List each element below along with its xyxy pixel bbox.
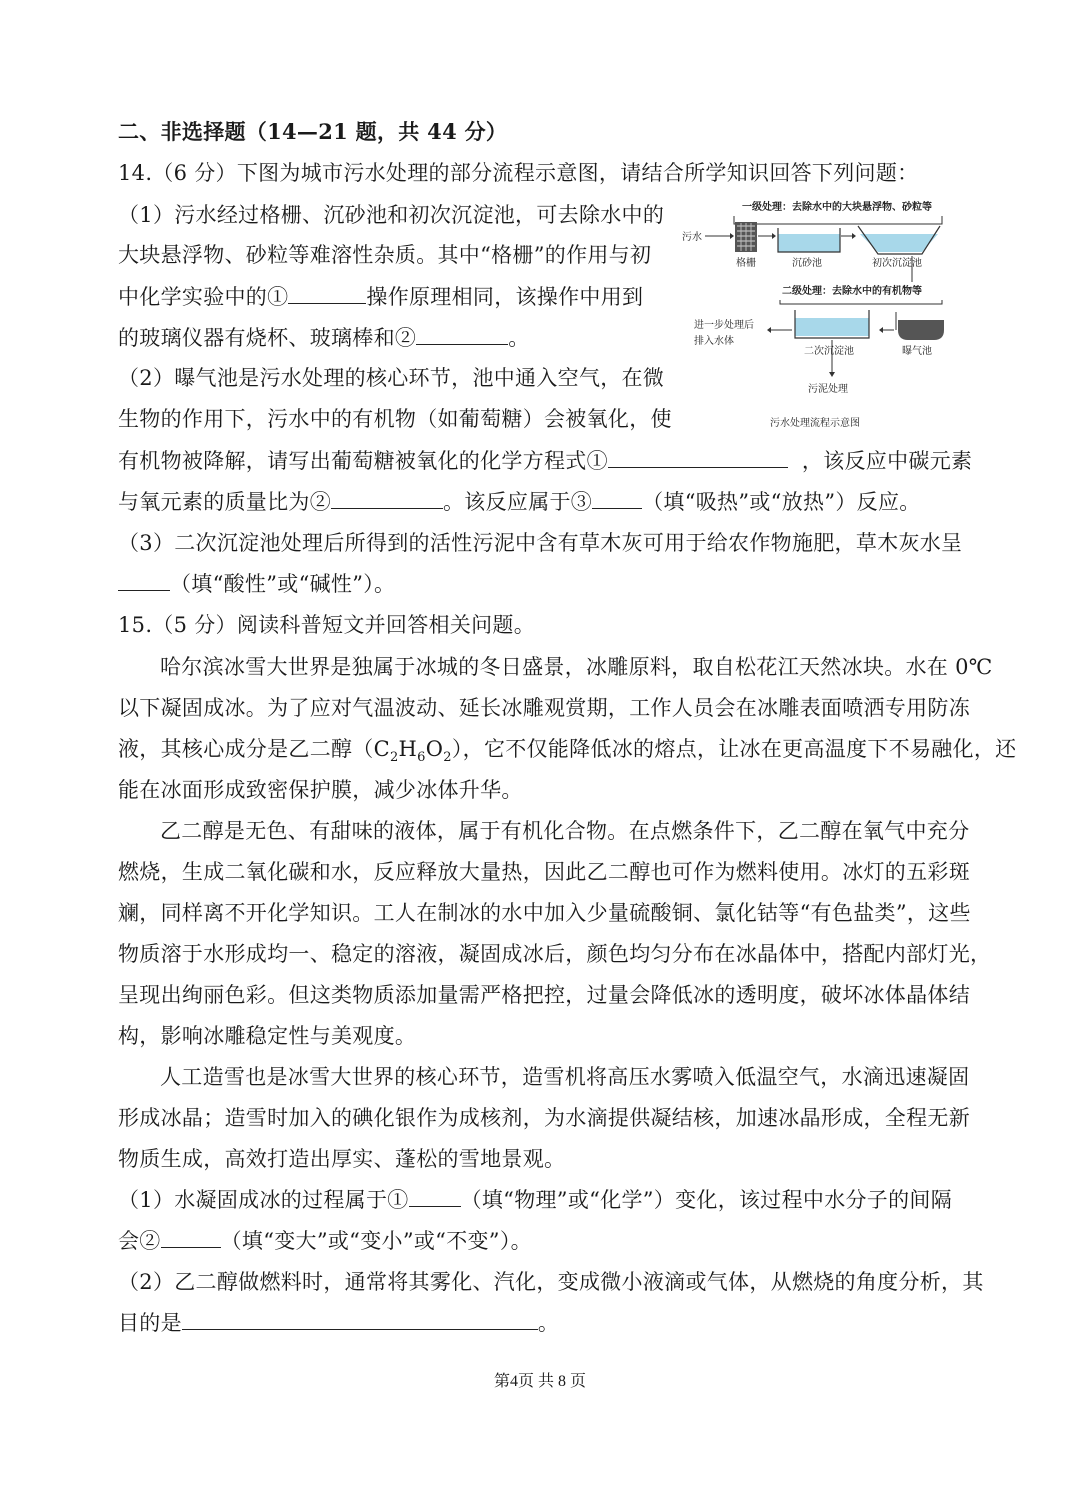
q15-para2-line4: 物质溶于水形成均一、稳定的溶液，凝固成冰后，颜色均匀分布在冰晶体中，搭配内部灯光， (118, 942, 992, 966)
diagram-caption: 污水处理流程示意图 (770, 418, 860, 429)
q15-stem: 15.（5 分）阅读科普短文并回答相关问题。 (118, 613, 536, 637)
diagram-sewage-label: 污水 (682, 232, 702, 243)
q14-p1-line3-b: 操作原理相同，该操作中用到 (366, 285, 644, 309)
diagram-aeration-tank-label: 曝气池 (902, 346, 932, 357)
page-footer: 第4页 共 8 页 (493, 1373, 586, 1390)
q14-p1-line4-a: 的玻璃仪器有烧杯、玻璃棒和② (118, 326, 417, 350)
q14-p1-line3-a: 中化学实验中的① (118, 285, 289, 309)
q15-para1-line3-b: ），它不仅能降低冰的熔点，让冰在更高温度下不易融化，还 (451, 737, 1017, 761)
sewage-treatment-diagram (672, 196, 972, 436)
q15-sub2-line2-b: 。 (537, 1311, 560, 1335)
q14-p1-line4-b: 。 (508, 326, 530, 350)
q15-sub1-line2-b: （填“变大”或“变小”或“不变”）。 (220, 1229, 532, 1253)
answer-blank-acidity[interactable] (118, 570, 170, 591)
q15-sub2-line1: （2）乙二醇做燃料时，通常将其雾化、汽化，变成微小液滴或气体，从燃烧的角度分析，其 (118, 1270, 984, 1294)
diagram-grit-tank-label: 沉砂池 (792, 258, 822, 269)
q15-sub1-line1-a: （1）水凝固成冰的过程属于① (118, 1188, 409, 1212)
diagram-secondary-tank-label: 二次沉淀池 (804, 346, 854, 357)
answer-blank-purpose[interactable] (182, 1309, 538, 1330)
diagram-further-label-1: 进一步处理后 (694, 320, 754, 331)
q14-p3-line1: （3）二次沉淀池处理后所得到的活性污泥中含有草木灰可用于给农作物施肥，草木灰水呈 (118, 531, 963, 555)
answer-blank-spacing[interactable] (161, 1227, 221, 1248)
secondary-tank-icon (795, 310, 869, 338)
primary-tank-icon (858, 226, 940, 254)
diagram-primary-tank-label: 初次沉淀池 (872, 258, 922, 269)
q14-p2-line3-b: ，该反应中碳元素 (801, 449, 973, 473)
q15-sub1-line1 (118, 1184, 952, 1216)
q14-p3-line2-text: （填“酸性”或“碱性”）。 (170, 572, 396, 596)
q15-para3-line1: 人工造雪也是冰雪大世界的核心环节，造雪机将高压水雾喷入低温空气，水滴迅速凝固 (160, 1065, 970, 1089)
answer-blank-change-type[interactable] (409, 1186, 461, 1207)
answer-blank-equation[interactable] (608, 447, 788, 468)
grate-icon (735, 222, 757, 252)
answer-blank-filtration[interactable] (288, 283, 366, 304)
q14-p2-line4-c: （填“吸热”或“放热”）反应。 (642, 490, 921, 514)
q15-sub1-line2 (118, 1225, 532, 1257)
q14-p1-line2: 大块悬浮物、砂粒等难溶性杂质。其中“格栅”的作用与初 (118, 243, 652, 267)
q14-p2-line4-b: 。该反应属于③ (443, 490, 593, 514)
diagram-level1-label: 一级处理：去除水中的大块悬浮物、砂粒等 (742, 202, 932, 213)
q14-p1-line4 (118, 322, 530, 354)
q14-p2-line3-a: 有机物被降解，请写出葡萄糖被氧化的化学方程式① (118, 449, 608, 473)
grit-tank-icon (778, 228, 840, 252)
q15-sub1-line2-a: 会② (118, 1229, 161, 1253)
formula-h: H (398, 737, 418, 761)
q14-p2-line2: 生物的作用下，污水中的有机物（如葡萄糖）会被氧化，使 (118, 407, 672, 431)
q15-sub1-line1-b: （填“物理”或“化学”）变化，该过程中水分子的间隔 (460, 1188, 953, 1212)
q14-p2-line4-a: 与氧元素的质量比为② (118, 490, 331, 514)
q15-para2-line5: 呈现出绚丽色彩。但这类物质添加量需严格把控，过量会降低冰的透明度，破坏冰体晶体结 (118, 983, 970, 1007)
q15-para3-line2: 形成冰晶；造雪时加入的碘化银作为成核剂，为水滴提供凝结核，加速冰晶形成，全程无新 (118, 1106, 970, 1130)
q14-p2-line4 (118, 486, 921, 518)
formula-sub-c: 2 (389, 750, 399, 766)
q15-para1-line3 (118, 733, 1016, 774)
q15-para2-line3: 斓，同样离不开化学知识。工人在制冰的水中加入少量硫酸铜、氯化钴等“有色盐类”，这些 (118, 901, 971, 925)
q14-p2-line1: （2）曝气池是污水处理的核心环节，池中通入空气，在微 (118, 366, 665, 390)
q14-p2-line3 (118, 445, 972, 477)
formula-sub-o: 2 (443, 750, 452, 766)
q15-para2-line2: 燃烧，生成二氧化碳和水，反应释放大量热，因此乙二醇也可作为燃料使用。冰灯的五彩斑 (118, 860, 970, 884)
answer-blank-mass-ratio[interactable] (331, 488, 443, 509)
q15-para1-line2: 以下凝固成冰。为了应对气温波动、延长冰雕观赏期，工作人员会在冰雕表面喷洒专用防冻 (118, 696, 970, 720)
q14-stem: 14.（6 分）下图为城市污水处理的部分流程示意图，请结合所学知识回答下列问题： (118, 161, 919, 185)
diagram-grate-label: 格栅 (736, 258, 756, 269)
q15-para1-line4: 能在冰面形成致密保护膜，减少冰体升华。 (118, 778, 523, 802)
q14-p1-line1: （1）污水经过格栅、沉砂池和初次沉淀池，可去除水中的 (118, 203, 665, 227)
q15-sub2-line2 (118, 1307, 559, 1339)
q15-para2-line6: 构，影响冰雕稳定性与美观度。 (118, 1024, 417, 1048)
aeration-tank-icon (896, 312, 944, 340)
q15-sub2-line2-a: 目的是 (118, 1311, 182, 1335)
answer-blank-glassware[interactable] (416, 324, 508, 345)
section-title: 二、非选择题（14—21 题，共 44 分） (118, 119, 508, 144)
formula-o: O (425, 737, 444, 761)
q15-para3-line3: 物质生成，高效打造出厚实、蓬松的雪地景观。 (118, 1147, 566, 1171)
q15-para2-line1: 乙二醇是无色、有甜味的液体，属于有机化合物。在点燃条件下，乙二醇在氧气中充分 (160, 819, 970, 843)
formula-sub-h: 6 (417, 750, 426, 766)
q14-p3-line2 (118, 568, 395, 600)
diagram-further-label-2: 排入水体 (694, 336, 734, 347)
diagram-sludge-label: 污泥处理 (808, 384, 848, 395)
diagram-level2-label: 二级处理：去除水中的有机物等 (782, 286, 922, 297)
q15-para1-line3-a: 液，其核心成分是乙二醇（C (118, 737, 390, 761)
q14-p1-line3 (118, 281, 643, 313)
q15-para1-line1: 哈尔滨冰雪大世界是独属于冰城的冬日盛景，冰雕原料，取自松花江天然冰块。水在 0℃ (160, 655, 993, 679)
answer-blank-heat[interactable] (592, 488, 642, 509)
